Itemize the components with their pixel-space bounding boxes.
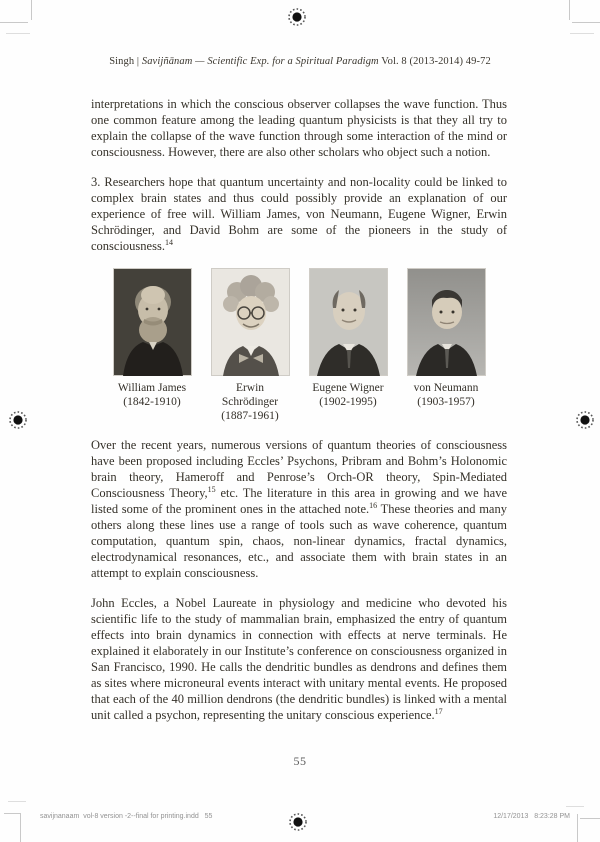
crop-mark — [570, 33, 594, 34]
portrait-years: (1887-1961) — [221, 410, 279, 422]
portrait-caption — [208, 381, 292, 423]
printer-slug-line — [40, 813, 570, 820]
portrait-name: Eugene Wigner — [312, 382, 384, 394]
header-author: Singh | — [109, 56, 142, 67]
crop-mark — [6, 33, 30, 34]
paragraph: interpretations in which the conscious observer collapses the wave function. Thus one common feature among the leading quantum physicists is that they all try to explain the collapse of the wave function through some interaction of the mind or consciousness. However, there are also other scholars who object such a notion. — [91, 97, 507, 159]
portrait-figure-erwin-schrodinger — [208, 268, 292, 423]
portrait-von-neumann — [407, 268, 486, 376]
portrait-caption — [404, 381, 488, 409]
portrait-figure-eugene-wigner — [306, 268, 390, 423]
footnote-marker: 15 — [207, 484, 216, 494]
crop-mark — [4, 813, 21, 814]
registration-mark-icon — [7, 409, 29, 431]
crop-mark — [572, 22, 600, 23]
crop-mark — [569, 0, 570, 20]
registration-mark-icon — [574, 409, 596, 431]
header-journal-title: Savijñānam — Scientific Exp. for a Spiritual Paradigm — [141, 56, 379, 67]
crop-mark — [580, 818, 600, 819]
header-volume: Vol. 8 (2013-2014) 49-72 — [378, 56, 491, 67]
registration-mark-icon — [286, 6, 308, 28]
footnote-marker: 17 — [434, 706, 443, 716]
portrait-row — [110, 268, 488, 423]
portrait-years: (1902-1995) — [319, 396, 377, 408]
paragraph: 3. Researchers hope that quantum uncertainty and non-locality could be linked to complex brain states and thus could possibly provide an explanation of our experience of free will. William James, von Neumann, Eugene Wigner, Erwin Schrödinger, and David Bohm are some of the pioneers in the study of consciousness.$^{14}$ — [91, 175, 507, 253]
crop-mark — [0, 22, 28, 23]
footnote-marker: 16 — [369, 500, 378, 510]
slug-datetime: 12/17/2013 8:23:28 PM — [493, 813, 570, 820]
portrait-william-james — [113, 268, 192, 376]
crop-mark — [31, 0, 32, 20]
portrait-years: (1903-1957) — [417, 396, 475, 408]
crop-mark — [577, 814, 578, 842]
running-header — [0, 56, 600, 67]
portrait-figure-von-neumann — [404, 268, 488, 423]
paragraph: John Eccles, a Nobel Laureate in physiology and medicine who devoted his scientific life to the study of mammalian brain, emphasized the entry of quantum effects into brain dynamics in connection with effects at nerve terminals. He explained it elaborately in our Institute’s conference on consciousness organized in San Francisco, 1990. He calls the dendritic bundles as dendrons and defines them as sites where microneural events interact with unitary mental events. He proposed that each of the 40 million dendrons (the dendritic bundles) is linked with a mental unit called a psychon, representing the unitary conscious experience.$^{17}$ — [91, 596, 507, 722]
footnote-marker: 14 — [164, 237, 173, 247]
page-number: 55 — [293, 754, 307, 768]
portrait-name: Erwin Schrödinger — [221, 382, 279, 408]
portrait-caption — [110, 381, 194, 409]
portrait-caption — [306, 381, 390, 409]
portrait-name: William James — [117, 382, 187, 394]
portrait-name: von Neumann — [413, 382, 479, 394]
portrait-years: (1842-1910) — [123, 396, 181, 408]
crop-mark — [566, 806, 584, 807]
crop-mark — [8, 801, 26, 802]
slug-filename: savijnanaam vol-8 version -2--final for printing.indd 55 — [40, 813, 213, 820]
crop-mark — [20, 813, 21, 842]
portrait-eugene-wigner — [309, 268, 388, 376]
body-text-column — [91, 96, 507, 737]
paragraph: Over the recent years, numerous versions of quantum theories of consciousness have been proposed including Eccles’ Psychons, Pribram and Bohm’s Holonomic brain theory, Hameroff and Penrose’s Orch-OR theory, Spin-Mediated Consciousness Theory,$^{15}$ etc. The literature in this area in growing and we have listed some of the prominent ones in the attached note.$^{16}$ These theories and many others along these lines use a range of tools such as wave coherence, quantum computation, quantum spin, chaos, non-linear dynamics, fractal dynamics, electrodynamical resonances, etc., and associate them with brain states in an attempt to explain consciousness. — [91, 438, 507, 580]
portrait-erwin-schrodinger — [211, 268, 290, 376]
portrait-figure-william-james — [110, 268, 194, 423]
